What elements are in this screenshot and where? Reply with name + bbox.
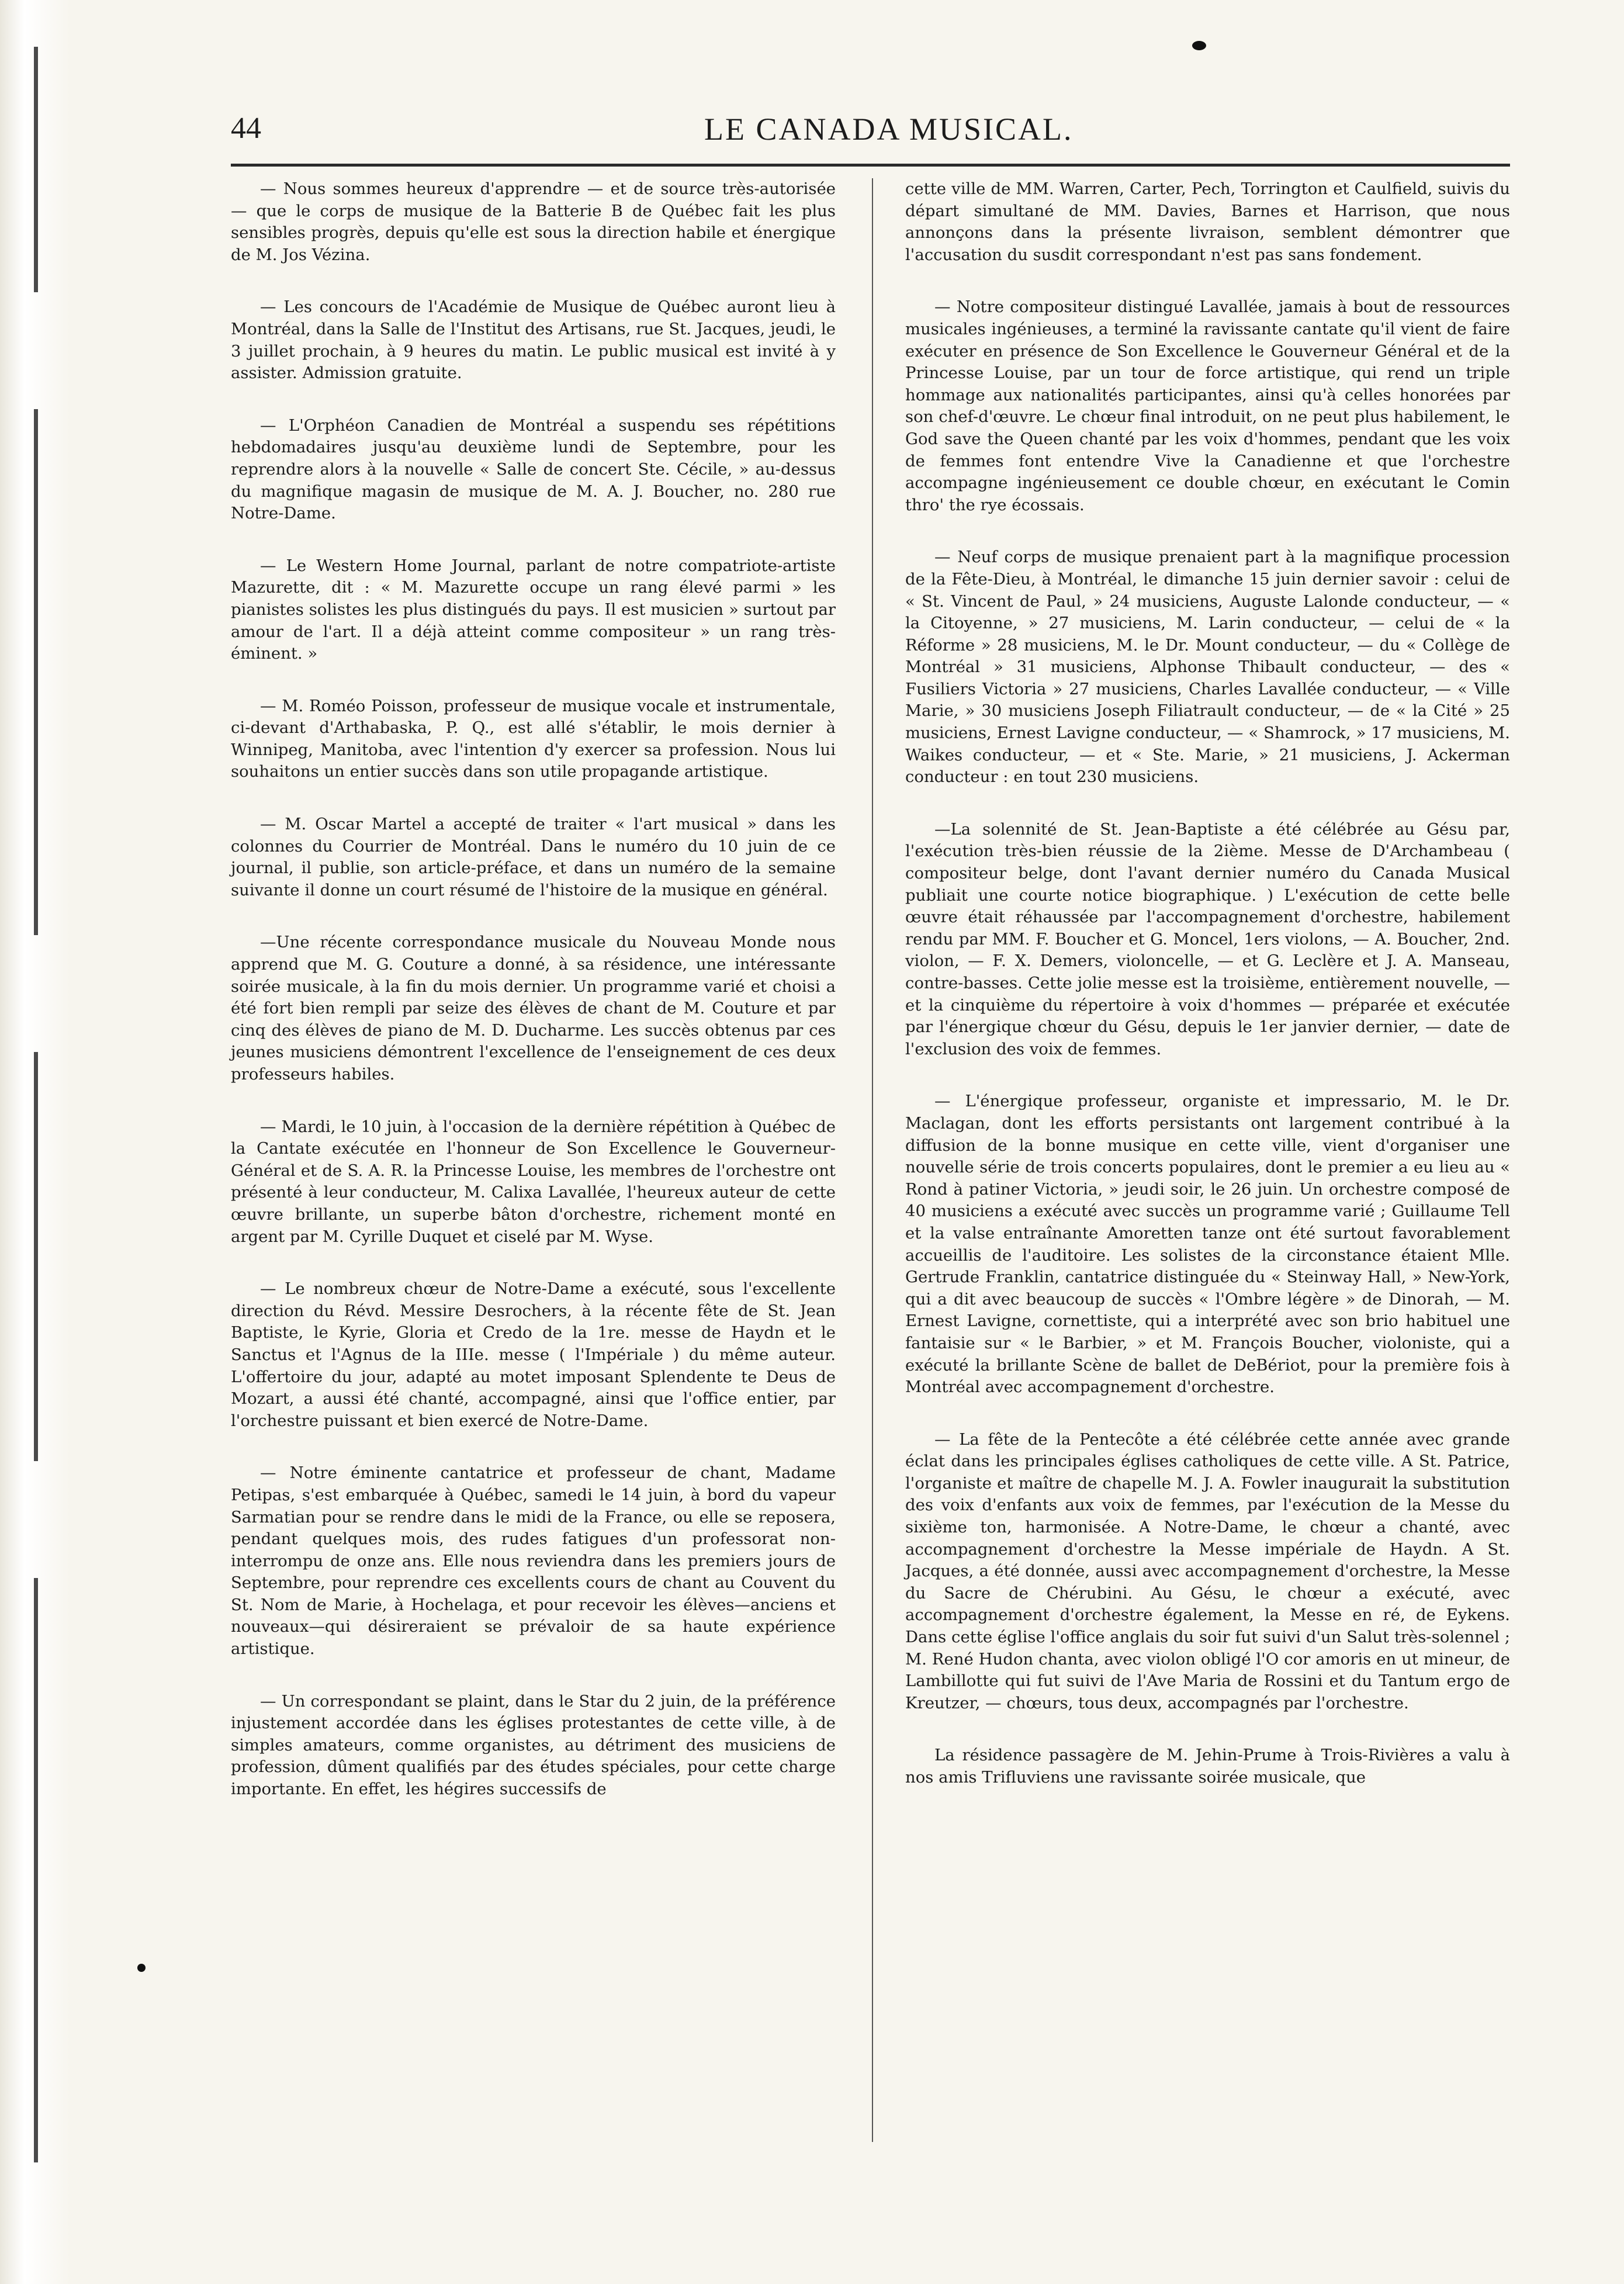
binding-shadow <box>34 1052 38 1461</box>
news-item: — Neuf corps de musique prenaient part à la magnifique procession de la Fête-Dieu, à Montréal, le dimanche 15 juin dernier savoir : celui de « St. Vincent de Paul, » 24 musiciens, Auguste Lalonde conducteur, — « la Citoyenne, » 27 musiciens, M. Larin conducteur, — celui de « la Réforme » 28 musiciens, M. le Dr. Mount conducteur, — du « Collège de Montréal » 31 musiciens, Alphonse Thibault conducteur, — des « Fusiliers Victoria » 27 musiciens, Charles Lavallée conducteur, — « Ville Marie, » 30 musiciens Joseph Filiatrault conducteur, — de « la Cité » 25 musiciens, Ernest Lavigne conducteur, — « Shamrock, » 17 musiciens, M. Waikes conducteur, — et « Ste. Marie, » 21 musiciens, J. Ackerman conducteur : en tout 230 musiciens. <box>905 548 1510 787</box>
page-header <box>231 111 1510 152</box>
ink-blot <box>1192 41 1206 50</box>
column-divider <box>872 178 873 2142</box>
right-column <box>905 178 1510 1819</box>
news-item: — Notre éminente cantatrice et professeur de chant, Madame Petipas, s'est embarquée à Québec, samedi le 14 juin, à bord du vapeur Sarmatian pour se rendre dans le midi de la France, ou elle se reposera, pendant quelques mois, des rudes fatigues d'un professorat non-interrompu de onze ans. Elle nous reviendra dans les premiers jours de Septembre, pour reprendre ces excellents cours de chant au Couvent du St. Nom de Marie, à Hochelaga, et pour recevoir les élèves—anciens et nouveaux—qui désireraient se prévaloir de sa haute expérience artistique. <box>231 1463 836 1659</box>
news-item: — Un correspondant se plaint, dans le Star du 2 juin, de la préférence injustement accordée dans les églises protestantes de cette ville, à de simples amateurs, comme organistes, au détriment des musiciens de profession, dûment qualifiés par des études spéciales, pour cette charge importante. En effet, les hégires successifs de <box>231 1691 836 1799</box>
journal-title: LE CANADA MUSICAL. <box>704 112 1074 147</box>
binding-shadow <box>34 409 38 935</box>
news-item: La résidence passagère de M. Jehin-Prume à Trois-Rivières a valu à nos amis Trifluviens une ravissante soirée musicale, que <box>905 1746 1510 1787</box>
news-item: — La fête de la Pentecôte a été célébrée cette année avec grande éclat dans les principales églises catholiques de cette ville. A St. Patrice, l'organiste et maître de chapelle M. J. A. Fowler inaugurait la substitution des voix d'enfants aux voix de femmes, par l'exécution de la Messe du sixième ton, harmonisée. A Notre-Dame, le chœur a chanté, avec accompagnement d'orchestre la Messe impériale de Haydn. A St. Jacques, a été donnée, aussi avec accompagnement d'orchestre, la Messe du Sacre de Chérubini. Au Gésu, le chœur a exécuté, avec accompagnement d'orchestre également, la Messe en ré, de Eykens. Dans cette église l'office anglais du soir fut suivi d'un Salut très-solennel ; M. René Hudon chanta, avec violon obligé l'O cor amoris en ut mineur, de Lambillotte qui fut suivi de l'Ave Maria de Rossini et du Tantum ergo de Kreutzer, — chœurs, tous deux, accompagnés par l'orchestre. <box>905 1430 1510 1712</box>
news-item: — Le Western Home Journal, parlant de notre compatriote-artiste Mazurette, dit : « M. Mazurette occupe un rang élevé parmi » les pianistes solistes les plus distingués du pays. Il est musicien » surtout par amour de l'art. Il a déjà atteint comme compositeur » un rang très-éminent. » <box>231 556 836 663</box>
news-item: — Les concours de l'Académie de Musique de Québec auront lieu à Montréal, dans la Salle de l'Institut des Artisans, rue St. Jacques, jeudi, le 3 juillet prochain, à 9 heures du matin. Le public musical est invité à y assister. Admission gratuite. <box>231 297 836 383</box>
page-number: 44 <box>231 112 261 145</box>
news-item: — L'énergique professeur, organiste et impressario, M. le Dr. Maclagan, dont les efforts persistants ont largement contribué à la diffusion de la bonne musique en cette ville, vient d'organiser une nouvelle série de trois concerts populaires, dont le premier a eu lieu au « Rond à patiner Victoria, » jeudi soir, le 26 juin. Un orchestre composé de 40 musiciens a exécuté avec succès un programme varié ; Guillaume Tell et la valse entraînante Amoretten tanze ont été surtout favorablement accueillis de l'auditoire. Les solistes de la circonstance étaient Mlle. Gertrude Franklin, cantatrice distinguée du « Steinway Hall, » New-York, qui a dit avec beaucoup de succès « l'Ombre légère » de Dinorah, — M. Ernest Lavigne, cornettiste, qui a interprété avec son brio habituel une fantaisie sur « le Barbier, » et M. François Boucher, violoniste, qui a exécuté la brillante Scène de ballet de DeBériot, pour la première fois à Montréal avec accompagnement d'orchestre. <box>905 1092 1510 1397</box>
header-rule <box>231 164 1510 167</box>
binding-shadow <box>34 47 38 292</box>
news-item: — M. Oscar Martel a accepté de traiter « l'art musical » dans les colonnes du Courrier de Montréal. Dans le numéro du 10 juin de ce journal, il publie, son article-préface, et dans un numéro de la semaine suivante il donne un court résumé de l'histoire de la musique en général. <box>231 815 836 899</box>
news-item: — Notre compositeur distingué Lavallée, jamais à bout de ressources musicales ingénieuses, a terminé la ravissante cantate qu'il vient de faire exécuter en présence de Son Excellence le Gouverneur Général et de la Princesse Louise, par un tour de force artistique, qui rend un triple hommage aux nationalités participantes, ainsi qu'à celles honorées par son chef-d'œuvre. Le chœur final introduit, on ne peut plus habilement, le God save the Queen chanté par les voix d'hommes, pendant que les voix de femmes font entendre Vive la Canadienne et que l'orchestre accompagne ingénieusement ce double chœur, en exécutant le Comin thro' the rye écossais. <box>905 297 1510 514</box>
news-item: — Nous sommes heureux d'apprendre — et de source très-autorisée — que le corps de musique de la Batterie B de Québec fait les plus sensibles progrès, depuis qu'elle est sous la direction habile et énergique de M. Jos Vézina. <box>231 179 836 264</box>
news-item: — M. Roméo Poisson, professeur de musique vocale et instrumentale, ci-devant d'Arthabaska, P. Q., est allé s'établir, le mois dernier à Winnipeg, Manitoba, avec l'intention d'y exercer sa profession. Nous lui souhaitons un entier succès dans son utile propagande artistique. <box>231 696 836 781</box>
left-column <box>231 178 836 1831</box>
news-item: —La solennité de St. Jean-Baptiste a été célébrée au Gésu par, l'exécution très-bien réussie de la 2ième. Messe de D'Archambeau ( compositeur belge, dont l'avant dernier numéro du Canada Musical publiait une courte notice biographique. ) L'exécution de cette belle œuvre était réhaussée par l'accompagnement d'orchestre, habilement rendu par MM. F. Boucher et G. Moncel, 1ers violons, — A. Boucher, 2nd. violon, — F. X. Demers, violoncelle, — et G. Leclère et J. A. Manseau, contre-basses. Cette jolie messe est la troisième, entièrement nouvelle, — et la cinquième du répertoire à voix d'hommes — préparée et exécutée par l'énergique chœur du Gésu, depuis le 1er janvier dernier, — date de l'exclusion des voix de femmes. <box>905 819 1510 1058</box>
news-item: — L'Orphéon Canadien de Montréal a suspendu ses répétitions hebdomadaires jusqu'au deuxième lundi de Septembre, pour les reprendre alors à la nouvelle « Salle de concert Ste. Cécile, » au-dessus du magnifique magasin de musique de M. A. J. Boucher, no. 280 rue Notre-Dame. <box>231 416 836 523</box>
news-item: — Le nombreux chœur de Notre-Dame a exécuté, sous l'excellente direction du Révd. Messire Desrochers, à la récente fête de St. Jean Baptiste, le Kyrie, Gloria et Credo de la 1re. messe de Haydn et le Sanctus et l'Agnus de la IIIe. messe ( l'Impériale ) du même auteur. L'offertoire du jour, adapté au motet imposant Splendente te Deus de Mozart, a aussi été chanté, accompagné, ainsi que l'office entier, par l'orchestre puissant et bien exercé de Notre-Dame. <box>231 1279 836 1430</box>
ink-blot <box>137 1964 146 1972</box>
news-item: —Une récente correspondance musicale du Nouveau Monde nous apprend que M. G. Couture a donné, à sa résidence, une intéressante soirée musicale, à la fin du mois dernier. Un programme varié et choisi a été fort bien rempli par seize des élèves de chant de M. Couture et par cinq des élèves de piano de M. D. Ducharme. Les succès obtenus par ces jeunes musiciens démontrent l'excellence de l'enseignement de ces deux professeurs habiles. <box>231 933 836 1084</box>
binding-shadow <box>34 1578 38 2162</box>
news-item-continuation: cette ville de MM. Warren, Carter, Pech, Torrington et Caulfield, suivis du départ simultané de MM. Davies, Barnes et Harrison, que nous annonçons dans la présente livraison, semblent démontrer que l'accusation du susdit correspondant n'est pas sans fondement. <box>905 179 1510 264</box>
news-item: — Mardi, le 10 juin, à l'occasion de la dernière répétition à Québec de la Cantate exécutée en l'honneur de Son Excellence le Gouverneur-Général et de S. A. R. la Princesse Louise, les membres de l'orchestre ont présenté à leur conducteur, M. Calixa Lavallée, l'heureux auteur de cette œuvre brillante, un superbe bâton d'orchestre, richement monté en argent par M. Cyrille Duquet et ciselé par M. Wyse. <box>231 1117 836 1246</box>
scan-binding-edge <box>0 0 70 2284</box>
